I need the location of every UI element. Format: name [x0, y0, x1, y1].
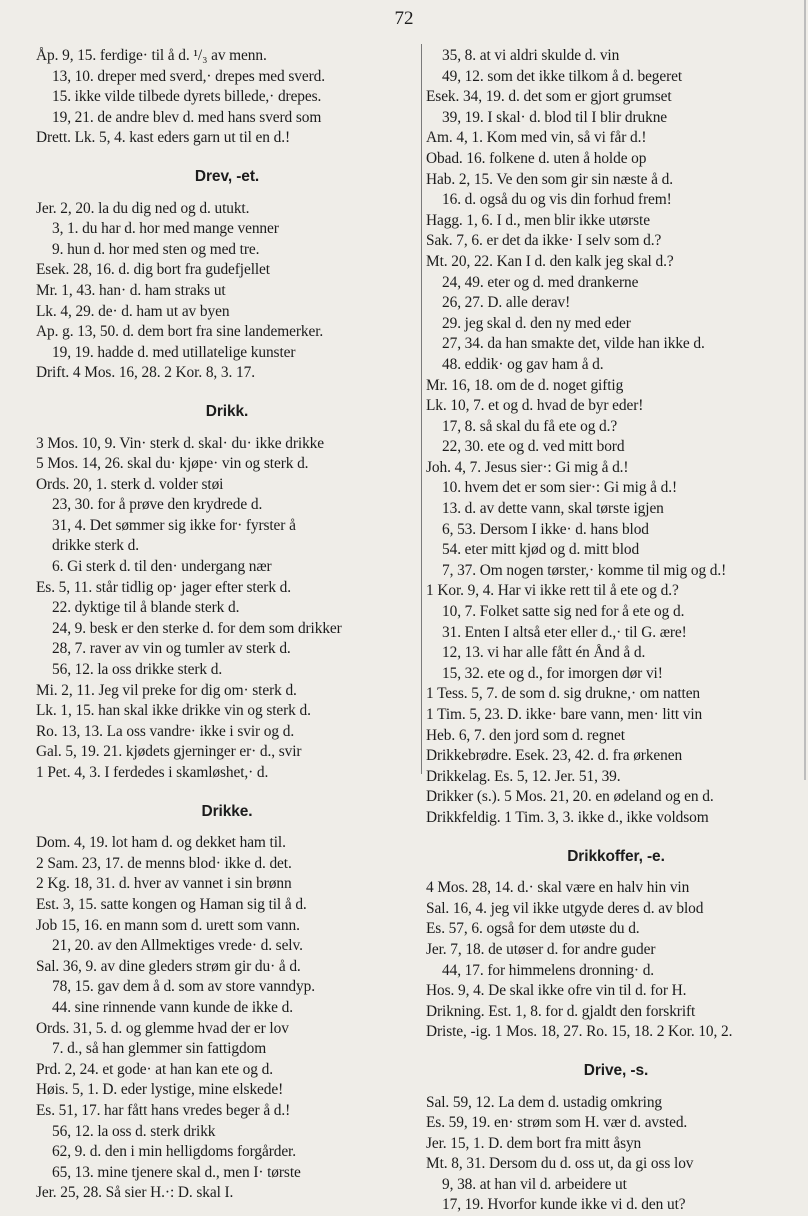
entry-section: [36, 402, 418, 784]
entry-continuation-line: 44, 17. for himmelens dronning· d.: [442, 961, 655, 979]
entry-line: 5 Mos. 14, 26. skal du· kjøpe· vin og sterk d.: [36, 455, 309, 473]
entry-line: Åp. 9, 15. ferdige· til å d. ¹/₃ av menn.: [36, 47, 267, 64]
entry-continuation-line: 6. Gi sterk d. til den· undergang nær: [52, 558, 272, 576]
right-column: [426, 46, 806, 1216]
entry-line: Lk. 1, 15. han skal ikke drikke vin og sterk d.: [36, 702, 311, 720]
entry-continuation-line: 39, 19. I skal· d. blod til I blir drukne: [442, 108, 668, 126]
entry-continuation-line: 9. hun d. hor med sten og med tre.: [52, 240, 260, 258]
entry-continuation-line: 19, 19. hadde d. med utillatelige kunster: [52, 343, 296, 361]
entry-continuation-line: 13, 10. dreper med sverd,· drepes med sverd.: [52, 67, 325, 85]
entry-continuation-line: 62, 9. d. den i min helligdoms forgårder.: [52, 1143, 296, 1161]
entry-continuation-line: 9, 38. at han vil d. arbeidere ut: [442, 1175, 627, 1193]
entry-continuation-line: 3, 1. du har d. hor med mange venner: [52, 220, 279, 238]
entry-continuation-line: 10. hvem det er som sier·: Gi mig å d.!: [442, 479, 678, 497]
entry-continuation-line: 16. d. også du og vis din forhud frem!: [442, 191, 672, 209]
entry-line: Ap. g. 13, 50. d. dem bort fra sine landemerker.: [36, 323, 324, 341]
entry-continuation-line: 23, 30. for å prøve den krydrede d.: [52, 496, 263, 514]
entry-continuation-line: 15. ikke vilde tilbede dyrets billede,· drepes.: [52, 88, 322, 106]
entry-line: Driste, -ig. 1 Mos. 18, 27. Ro. 15, 18. 2 Kor. 10, 2.: [426, 1023, 733, 1041]
section-heading: Drikkoffer, -e.: [567, 847, 665, 865]
entry-line: 4 Mos. 28, 14. d.· skal være en halv hin vin: [426, 879, 690, 897]
entry-continuation-line: 17, 19. Hvorfor kunde ikke vi d. den ut?: [442, 1196, 686, 1214]
entry-section: [426, 847, 806, 1043]
entry-line: Ords. 20, 1. sterk d. volder støi: [36, 475, 224, 493]
entry-line: Mt. 8, 31. Dersom du d. oss ut, da gi oss lov: [426, 1155, 694, 1173]
entry-line: Am. 4, 1. Kom med vin, så vi får d.!: [426, 129, 647, 147]
entry-line: Høis. 5, 1. D. eder lystige, mine elskede!: [36, 1081, 284, 1099]
entry-continuation-line: 31. Enten I altså eter eller d.,· til G. ære!: [442, 623, 687, 641]
entry-line: Heb. 6, 7. den jord som d. regnet: [426, 726, 625, 744]
entry-line: Mi. 2, 11. Jeg vil preke for dig om· sterk d.: [36, 681, 297, 699]
section-heading: Drive, -s.: [583, 1061, 649, 1079]
entry-continuation-line: 56, 12. la oss drikke sterk d.: [52, 661, 223, 679]
entry-line: Sal. 16, 4. jeg vil ikke utgyde deres d. av blod: [426, 899, 704, 917]
entry-line: Es. 57, 6. også for dem utøste du d.: [426, 920, 640, 938]
entry-line: Sal. 36, 9. av dine gleders strøm gir du· å d.: [36, 957, 301, 975]
entry-continuation-line: 44. sine rinnende vann kunde de ikke d.: [52, 998, 294, 1016]
entry-line: Jer. 7, 18. de utøser d. for andre guder: [426, 940, 656, 958]
entry-line: Joh. 4, 7. Jesus sier·: Gi mig å d.!: [426, 458, 629, 476]
entry-line: 2 Sam. 23, 17. de menns blod· ikke d. det.: [36, 854, 292, 872]
entry-line: 1 Tess. 5, 7. de som d. sig drukne,· om natten: [426, 685, 701, 703]
entry-line: Drikker (s.). 5 Mos. 21, 20. en ødeland og en d.: [426, 788, 714, 806]
entry-continuation-line: 65, 13. mine tjenere skal d., men I· tørste: [52, 1163, 301, 1181]
entry-line: Sal. 59, 12. La dem d. ustadig omkring: [426, 1093, 663, 1111]
entry-line: Esek. 34, 19. d. det som er gjort grumset: [426, 88, 672, 106]
entry-line: Es. 51, 17. har fått hans vredes beger å d.!: [36, 1101, 291, 1119]
entry-continuation-line: 10, 7. Folket satte sig ned for å ete og d.: [442, 603, 685, 621]
entry-continuation-line: 29. jeg skal d. den ny med eder: [442, 314, 631, 332]
left-column: [36, 46, 418, 1204]
entry-continuation-line: 12, 13. vi har alle fått én Ånd å d.: [442, 644, 646, 662]
entry-continuation-line: 49, 12. som det ikke tilkom å d. begeret: [442, 67, 683, 85]
entry-line: Drikkebrødre. Esek. 23, 42. d. fra ørkenen: [426, 747, 683, 765]
entry-continuation-line: 35, 8. at vi aldri skulde d. vin: [442, 47, 620, 64]
entry-line: Dom. 4, 19. lot ham d. og dekket ham til.: [36, 834, 286, 852]
entry-line: Gal. 5, 19. 21. kjødets gjerninger er· d., svir: [36, 743, 302, 761]
entry-continuation-line: 56, 12. la oss d. sterk drikk: [52, 1122, 216, 1140]
entry-continuation-line: 31, 4. Det sømmer sig ikke for· fyrster å: [52, 516, 296, 534]
entry-continuation-line: 7, 37. Om nogen tørster,· komme til mig og d.!: [442, 561, 727, 579]
entry-section: [426, 1061, 806, 1216]
entry-line: Lk. 4, 29. de· d. ham ut av byen: [36, 302, 230, 320]
entry-continuation-line: 13. d. av dette vann, skal tørste igjen: [442, 500, 664, 518]
section-heading: Drikk.: [205, 402, 249, 420]
entry-line: 3 Mos. 10, 9. Vin· sterk d. skal· du· ikke drikke: [36, 434, 324, 452]
entry-line: Hagg. 1, 6. I d., men blir ikke utørste: [426, 211, 650, 229]
section-heading: Drikke.: [201, 802, 253, 820]
entry-continuation-line: 24, 9. besk er den sterke d. for dem som drikker: [52, 619, 342, 637]
entry-line: Ro. 13, 13. La oss vandre· ikke i svir og d.: [36, 722, 295, 740]
entry-line: Mr. 16, 18. om de d. noget giftig: [426, 376, 624, 394]
entry-line: Lk. 10, 7. et og d. hvad de byr eder!: [426, 397, 644, 415]
entry-continuation-line: 26, 27. D. alle derav!: [442, 294, 571, 312]
entry-line: 2 Kg. 18, 31. d. hver av vannet i sin brønn: [36, 875, 292, 893]
entry-line: Drikkfeldig. 1 Tim. 3, 3. ikke d., ikke voldsom: [426, 808, 709, 826]
entry-continuation-line: 54. eter mitt kjød og d. mitt blod: [442, 541, 640, 559]
entry-line: Mt. 20, 22. Kan I d. den kalk jeg skal d.?: [426, 252, 674, 270]
page-number: 72: [394, 8, 414, 29]
entry-continuation-line: 28, 7. raver av vin og tumler av sterk d.: [52, 640, 291, 658]
entry-continuation-line: 6, 53. Dersom I ikke· d. hans blod: [442, 520, 649, 538]
entry-line: Job 15, 16. en mann som d. urett som vann.: [36, 916, 300, 934]
entry-continuation-line: 27, 34. da han smakte det, vilde han ikke d.: [442, 335, 705, 353]
entry-section: [36, 802, 418, 1204]
entry-section: [36, 167, 418, 384]
entry-line: Hos. 9, 4. De skal ikke ofre vin til d. for H.: [426, 982, 687, 1000]
entry-continuation-line: 7. d., så han glemmer sin fattigdom: [52, 1040, 267, 1058]
entry-continuation-line: 17, 8. så skal du få ete og d.?: [442, 417, 618, 435]
entry-line: Esek. 28, 16. d. dig bort fra gudefjellet: [36, 261, 270, 279]
entry-line: Est. 3, 15. satte kongen og Haman sig til å d.: [36, 895, 307, 913]
entry-line: Drift. 4 Mos. 16, 28. 2 Kor. 8, 3. 17.: [36, 364, 255, 382]
entry-line: Obad. 16. folkene d. uten å holde op: [426, 149, 647, 167]
entry-line: 1 Tim. 5, 23. D. ikke· bare vann, men· litt vin: [426, 706, 703, 723]
entry-continuation-line: 22, 30. ete og d. ved mitt bord: [442, 438, 625, 456]
entry-line: Es. 59, 19. en· strøm som H. vær d. avsted.: [426, 1114, 688, 1132]
entry-line: Ords. 31, 5. d. og glemme hvad der er lov: [36, 1019, 289, 1037]
entry-line: Jer. 15, 1. D. dem bort fra mitt åsyn: [426, 1134, 642, 1152]
entry-line: Jer. 25, 28. Så sier H.·: D. skal I.: [36, 1184, 234, 1202]
entry-continuation-line: 21, 20. av den Allmektiges vrede· d. selv.: [52, 937, 303, 955]
entry-line: Jer. 2, 20. la du dig ned og d. utukt.: [36, 199, 250, 217]
entry-line: Sak. 7, 6. er det da ikke· I selv som d.?: [426, 232, 662, 250]
entry-line: Mr. 1, 43. han· d. ham straks ut: [36, 281, 226, 299]
entry-line: Drikning. Est. 1, 8. for d. gjaldt den forskrift: [426, 1002, 696, 1020]
entry-line: 1 Kor. 9, 4. Har vi ikke rett til å ete og d.?: [426, 582, 679, 600]
entry-continuation-line: 78, 15. gav dem å d. som av store vanndyp.: [52, 978, 315, 996]
entry-line: Drett. Lk. 5, 4. kast eders garn ut til en d.!: [36, 129, 290, 147]
entry-continuation-line: 15, 32. ete og d., for imorgen dør vi!: [442, 664, 663, 682]
entry-section: [36, 46, 418, 149]
entry-line: 1 Pet. 4, 3. I ferdedes i skamløshet,· d.: [36, 764, 269, 781]
entry-continuation-line: 19, 21. de andre blev d. med hans sverd som: [52, 108, 322, 126]
entry-continuation-line: 24, 49. eter og d. med drankerne: [442, 273, 639, 291]
section-heading: Drev, -et.: [194, 167, 260, 185]
entry-line: Drikkelag. Es. 5, 12. Jer. 51, 39.: [426, 767, 621, 785]
entry-continuation-line: 22. dyktige til å blande sterk d.: [52, 599, 240, 617]
entry-line: Hab. 2, 15. Ve den som gir sin næste å d.: [426, 170, 673, 188]
entry-continuation-line: drikke sterk d.: [52, 537, 139, 555]
entry-line: Prd. 2, 24. et gode· at han kan ete og d.: [36, 1060, 273, 1078]
entry-section: [426, 46, 806, 829]
column-divider: [421, 44, 422, 774]
entry-line: Es. 5, 11. står tidlig op· jager efter sterk d.: [36, 578, 292, 596]
entry-continuation-line: 48. eddik· og gav ham å d.: [442, 355, 604, 373]
